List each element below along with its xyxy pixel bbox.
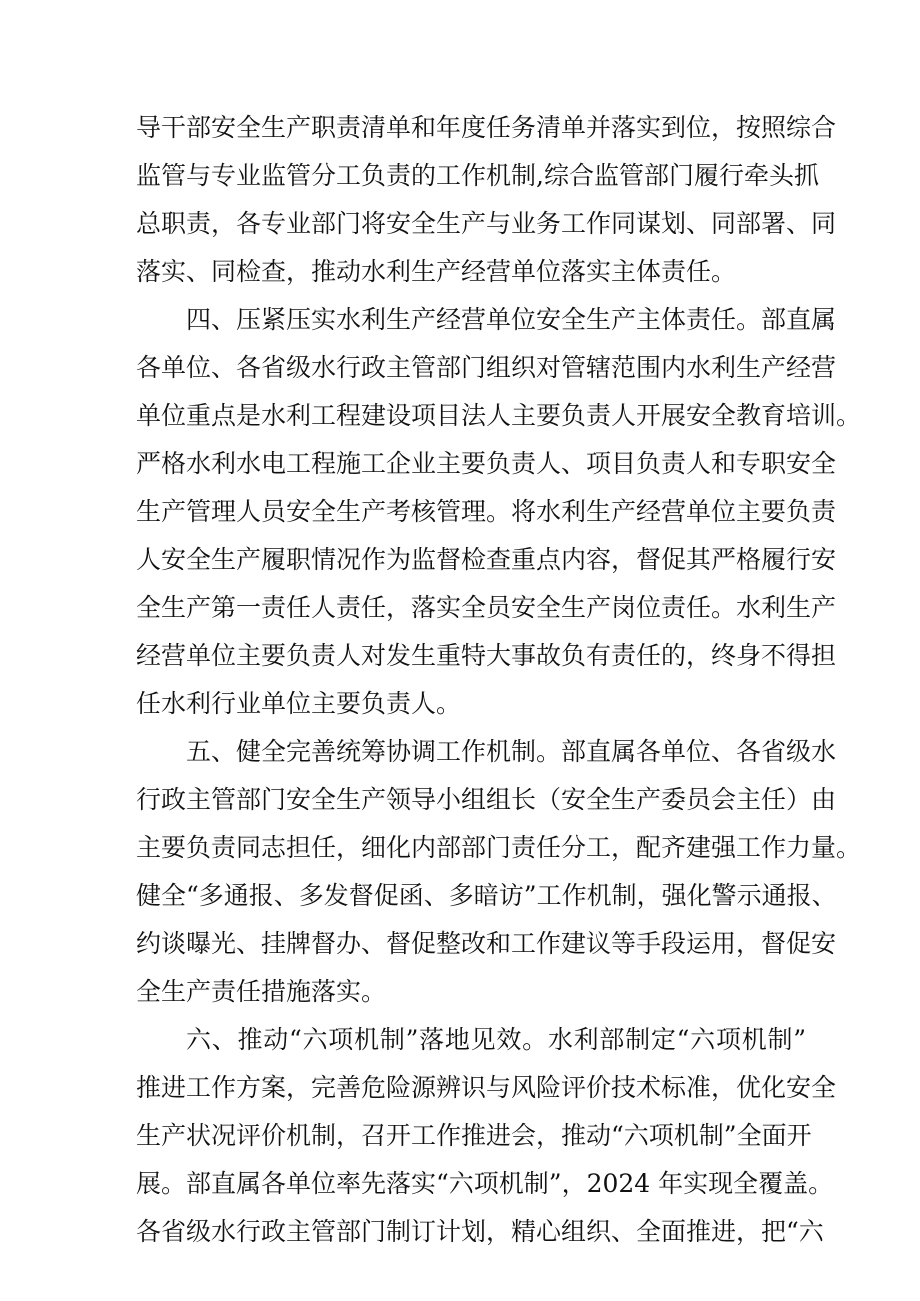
paragraph-line: 六、推动“六项机制”落地见效。水利部制定“六项机制” <box>186 1025 806 1054</box>
paragraph-line: 监管与专业监管分工负责的工作机制,综合监管部门履行牵头抓 <box>136 161 819 190</box>
paragraph-line: 展。部直属各单位率先落实“六项机制”，2024 年实现全覆盖。 <box>136 1169 834 1198</box>
paragraph-line: 健全“多通报、多发督促函、多暗访”工作机制，强化警示通报、 <box>136 881 837 910</box>
paragraph-line: 各单位、各省级水行政主管部门组织对管辖范围内水利生产经营 <box>136 353 837 382</box>
paragraph-line: 四、压紧压实水利生产经营单位安全生产主体责任。部直属 <box>186 305 837 334</box>
paragraph-line: 落实、同检查，推动水利生产经营单位落实主体责任。 <box>136 257 737 286</box>
paragraph-line: 导干部安全生产职责清单和年度任务清单并落实到位，按照综合 <box>136 113 837 142</box>
paragraph-line: 全生产第一责任人责任，落实全员安全生产岗位责任。水利生产 <box>136 593 837 622</box>
paragraph-line: 生产管理人员安全生产考核管理。将水利生产经营单位主要负责 <box>136 497 837 526</box>
paragraph-line: 全生产责任措施落实。 <box>136 977 387 1006</box>
paragraph-line: 各省级水行政主管部门制订计划，精心组织、全面推进，把“六 <box>136 1217 824 1246</box>
paragraph-line: 主要负责同志担任，细化内部部门责任分工，配齐建强工作力量。 <box>136 833 862 862</box>
paragraph-line: 经营单位主要负责人对发生重特大事故负有责任的，终身不得担 <box>136 641 837 670</box>
paragraph-line: 人安全生产履职情况作为监督检查重点内容，督促其严格履行安 <box>136 545 837 574</box>
paragraph-line: 单位重点是水利工程建设项目法人主要负责人开展安全教育培训。 <box>136 401 862 430</box>
paragraph-line: 总职责，各专业部门将安全生产与业务工作同谋划、同部署、同 <box>136 209 837 238</box>
paragraph-line: 任水利行业单位主要负责人。 <box>136 689 462 718</box>
paragraph-line: 行政主管部门安全生产领导小组组长（安全生产委员会主任）由 <box>136 785 837 814</box>
paragraph-line: 五、健全完善统筹协调工作机制。部直属各单位、各省级水 <box>186 737 837 766</box>
paragraph-line: 约谈曝光、挂牌督办、督促整改和工作建议等手段运用，督促安 <box>136 929 837 958</box>
paragraph-line: 推进工作方案，完善危险源辨识与风险评价技术标准，优化安全 <box>136 1073 837 1102</box>
paragraph-line: 生产状况评价机制，召开工作推进会，推动“六项机制”全面开 <box>136 1121 812 1150</box>
paragraph-line: 严格水利水电工程施工企业主要负责人、项目负责人和专职安全 <box>136 449 837 478</box>
